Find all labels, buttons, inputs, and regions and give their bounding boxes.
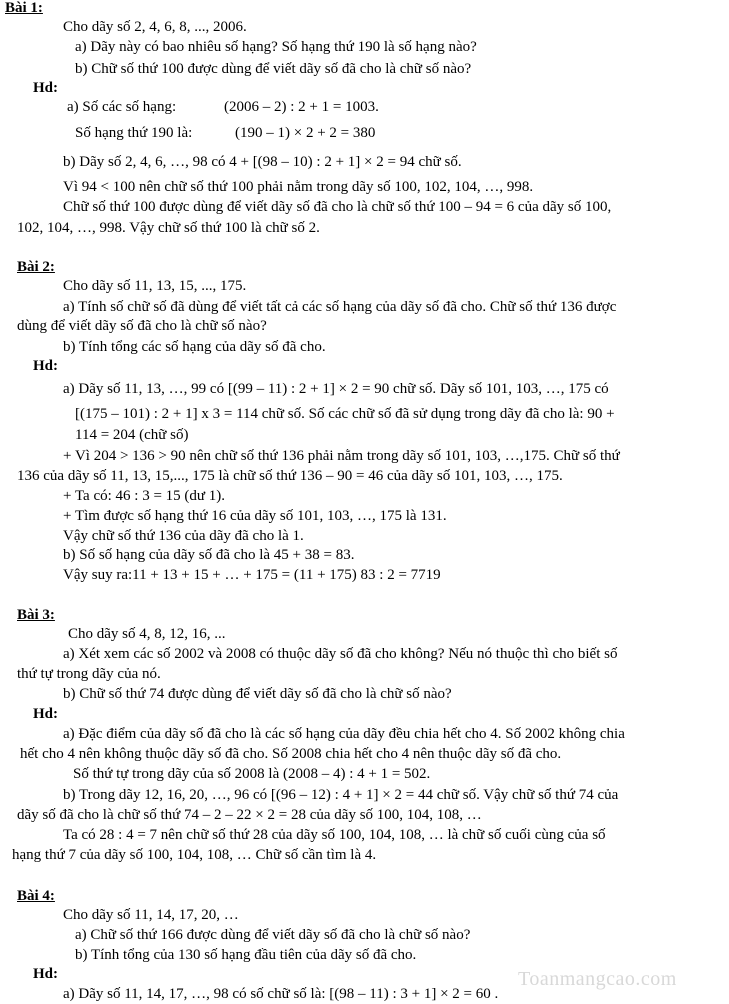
bai2-line: Vậy chữ số thứ 136 của dãy đã cho là 1. <box>63 528 304 544</box>
bai1-line: (2006 – 2) : 2 + 1 = 1003. <box>224 99 379 115</box>
bai2-line: + Vì 204 > 136 > 90 nên chữ số thứ 136 phải nằm trong dãy số 101, 103, …,175. Chữ số thứ <box>63 448 620 464</box>
bai1-hd: Hd: <box>33 80 59 96</box>
bai3-line: Số thứ tự trong dãy của số 2008 là (2008 – 4) : 4 + 1 = 502. <box>73 766 431 782</box>
bai2-line: [(175 – 101) : 2 + 1] x 3 = 114 chữ số. Số các chữ số đã sử dụng trong dãy đã cho là: 90 + <box>75 406 615 422</box>
bai2-line: Cho dãy số 11, 13, 15, ..., 175. <box>63 278 247 294</box>
bai1-line: a) Dãy này có bao nhiêu số hạng? Số hạng thứ 190 là số hạng nào? <box>75 39 477 55</box>
bai2-hd: Hd: <box>33 358 59 374</box>
bai2-title: Bài 2: <box>17 259 55 275</box>
bai1-line: b) Dãy số 2, 4, 6, …, 98 có 4 + [(98 – 10) : 2 + 1] × 2 = 94 chữ số. <box>63 154 462 170</box>
bai3-title: Bài 3: <box>17 607 55 623</box>
bai1-line: Vì 94 < 100 nên chữ số thứ 100 phải nằm trong dãy số 100, 102, 104, …, 998. <box>63 179 534 195</box>
bai4-title: Bài 4: <box>17 888 55 904</box>
bai4-hd: Hd: <box>33 966 59 982</box>
bai2-line: a) Dãy số 11, 13, …, 99 có [(99 – 11) : 2 + 1] × 2 = 90 chữ số. Dãy số 101, 103, …, 175 có <box>63 381 609 397</box>
bai3-line: hạng thứ 7 của dãy số 100, 104, 108, … Chữ số cần tìm là 4. <box>12 847 377 863</box>
bai3-line: thứ tự trong dãy của nó. <box>17 666 161 682</box>
bai4-line: Cho dãy số 11, 14, 17, 20, … <box>63 907 239 923</box>
bai1-title: Bài 1: <box>5 0 43 16</box>
bai4-line: b) Tính tổng của 130 số hạng đầu tiên của dãy số đã cho. <box>75 947 417 963</box>
bai3-line: b) Trong dãy 12, 16, 20, …, 96 có [(96 – 12) : 4 + 1] × 2 = 44 chữ số. Vậy chữ số thứ 74 của <box>63 787 619 803</box>
bai3-line: b) Chữ số thứ 74 được dùng để viết dãy số đã cho là chữ số nào? <box>63 686 452 702</box>
bai2-line: dùng để viết dãy số đã cho là chữ số nào? <box>17 318 267 334</box>
bai1-line: a) Số các số hạng: <box>67 99 177 115</box>
bai1-line: Cho dãy số 2, 4, 6, 8, ..., 2006. <box>63 19 247 35</box>
bai3-line: a) Đặc điểm của dãy số đã cho là các số hạng của dãy đều chia hết cho 4. Số 2002 không chia <box>63 726 625 742</box>
bai2-line: + Ta có: 46 : 3 = 15 (dư 1). <box>63 488 226 504</box>
bai4-line: a) Chữ số thứ 166 được dùng để viết dãy số đã cho là chữ số nào? <box>75 927 471 943</box>
bai3-line: Cho dãy số 4, 8, 12, 16, ... <box>68 626 226 642</box>
bai1-line: (190 – 1) × 2 + 2 = 380 <box>235 125 376 141</box>
bai3-line: hết cho 4 nên không thuộc dãy số đã cho. Số 2008 chia hết cho 4 nên thuộc dãy số đã cho. <box>20 746 562 762</box>
bai1-line: Số hạng thứ 190 là: <box>75 125 193 141</box>
bai2-line: b) Tính tổng các số hạng của dãy số đã cho. <box>63 339 326 355</box>
watermark: Toanmangcao.com <box>518 968 677 990</box>
bai2-line: a) Tính số chữ số đã dùng để viết tất cả các số hạng của dãy số đã cho. Chữ số thứ 136 được <box>63 299 617 315</box>
bai3-hd: Hd: <box>33 706 59 722</box>
bai4-line: a) Dãy số 11, 14, 17, …, 98 có số chữ số là: [(98 – 11) : 3 + 1] × 2 = 60 . <box>63 986 499 1002</box>
bai3-line: dãy số đã cho là chữ số thứ 74 – 2 – 22 × 2 = 28 của dãy số 100, 104, 108, … <box>17 807 482 823</box>
bai3-line: a) Xét xem các số 2002 và 2008 có thuộc dãy số đã cho không? Nếu nó thuộc thì cho biết số <box>63 646 618 662</box>
bai2-line: Vậy suy ra:11 + 13 + 15 + … + 175 = (11 + 175) 83 : 2 = 7719 <box>63 567 441 583</box>
bai2-line: 136 của dãy số 11, 13, 15,..., 175 là chữ số thứ 136 – 90 = 46 của dãy số 101, 103, …, 175. <box>17 468 563 484</box>
bai2-line: b) Số số hạng của dãy số đã cho là 45 + 38 = 83. <box>63 547 355 563</box>
bai1-line: Chữ số thứ 100 được dùng để viết dãy số đã cho là chữ số thứ 100 – 94 = 6 của dãy số 100, <box>63 199 612 215</box>
bai1-line: b) Chữ số thứ 100 được dùng để viết dãy số đã cho là chữ số nào? <box>75 61 472 77</box>
bai2-line: 114 = 204 (chữ số) <box>75 427 189 443</box>
bai2-line: + Tìm được số hạng thứ 16 của dãy số 101, 103, …, 175 là 131. <box>63 508 447 524</box>
bai3-line: Ta có 28 : 4 = 7 nên chữ số thứ 28 của dãy số 100, 104, 108, … là chữ số cuối cùng của số <box>63 827 606 843</box>
bai1-line: 102, 104, …, 998. Vậy chữ số thứ 100 là chữ số 2. <box>17 220 320 236</box>
